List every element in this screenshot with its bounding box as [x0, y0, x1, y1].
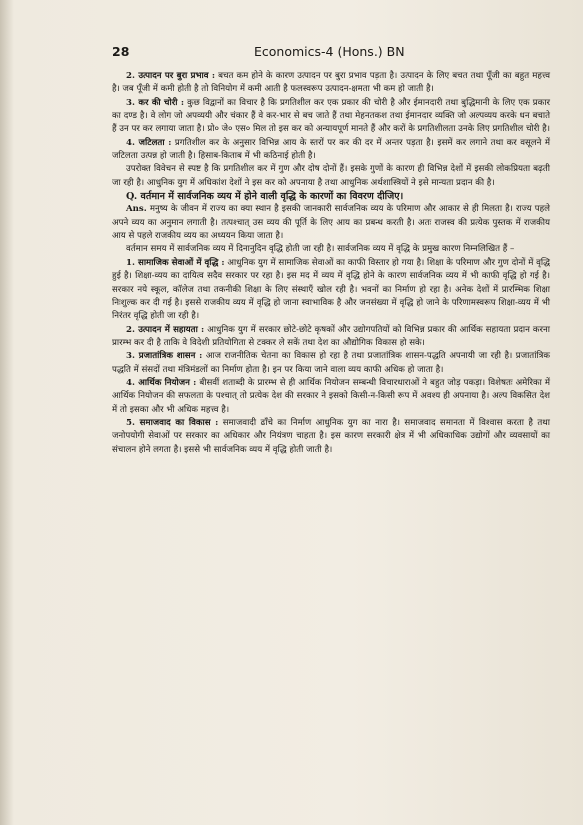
answer-intro [112, 203, 550, 243]
running-title: Economics-4 (Hons.) BN [254, 44, 405, 59]
paragraph-tax-evasion [112, 97, 550, 137]
paragraph-social-services [112, 257, 550, 324]
paragraph-lead: 3. प्रजातांत्रिक शासन : [126, 351, 203, 362]
paragraph-text: समाजवादी ढाँचे का निर्माण आधुनिक युग का नारा है। समाजवाद समानता में विश्वास करता है तथा जनोपयोगी सेवाओं पर सरकार का अधिकार और नियंत्रण चाहता है। इस कारण सरकारी क्षेत्र में भी अधिकाधिक उद्योगों और व्यवसायों का संचालन होने लगता है। इससे भी सार्वजनिक व्यय में वृद्धि होती जाती है। [112, 417, 550, 455]
paragraph-economic-planning [112, 377, 550, 417]
paragraph-text: प्रगतिशील कर के अनुसार विभिन्न आय के स्तरों पर कर की दर में अन्तर पड़ता है। इसमें कर लगाने तथा कर वसूलने में जटिलता उत्पन्न हो जाती है। हिसाब-किताब में भी कठिनाई होती है। [112, 137, 550, 162]
paragraph-lead: 5. समाजवाद का विकास : [126, 417, 219, 428]
page-body [112, 70, 550, 457]
question-heading: Q. वर्तमान में सार्वजनिक व्यय में होने वाली वृद्धि के कारणों का विवरण दीजिए। [126, 191, 404, 203]
paragraph-text: आज राजनीतिक चेतना का विकास हो रहा है तथा प्रजातांत्रिक शासन-पद्धति अपनायी जा रही है। प्रजातांत्रिक पद्धति में संसदों तथा मंत्रिमंडलों का निर्माण होता है। इन पर किया जाने वाला व्यय काफी अधिक हो जाता है। [112, 351, 550, 375]
paragraph-text: वर्तमान समय में सार्वजनिक व्यय में दिनानुदिन वृद्धि होती जा रही है। सार्वजनिक व्यय में वृद्धि के प्रमुख कारण निम्नलिखित हैं – [126, 244, 515, 255]
answer-label: Ans. [126, 204, 147, 215]
paragraph-text: बचत कम होने के कारण उत्पादन पर बुरा प्रभाव पड़ता है। उत्पादन के लिए बचत तथा पूँजी का बहुत महत्त्व है। जब पूँजी में कमी होती है तो विनियोग में कमी आती है फलस्वरूप उत्पादन-क्षमता भी कम हो जाती है। [112, 71, 550, 95]
paragraph-lead: 2. उत्पादन में सहायता : [126, 324, 205, 335]
paragraph-lead: 3. कर की चोरी : [126, 97, 184, 108]
paragraph-causes-intro [112, 243, 550, 256]
paragraph-text: बीसवीं शताब्दी के प्रारम्भ से ही आर्थिक नियोजन सम्बन्धी विचारधाराओं ने बहुत जोड़ पकड़ा। विशेषतः अमेरिका में आर्थिक नियोजन की सफलता के पश्चात् तो प्रत्येक देश की सरकार ने इसको किसी-न-किसी रूप में अवश्य ही अपनाया है। अल्प विकसित देश में तो इसका और भी अधिक महत्त्व है। [112, 377, 550, 415]
paragraph-text: मनुष्य के जीवन में राज्य का क्या स्थान है इसकी जानकारी सार्वजनिक व्यय के परिमाण और आकार से ही मिलता है। राज्य पहले अपने व्यय का अनुमान लगाती है। तत्पश्चात् उस व्यय की पूर्ति के लिए आय का प्रबन्ध करती है। अतः राजस्व की प्रत्येक पुस्तक में राजकीय आय से पहले राजकीय व्यय का अध्ययन किया जाता है। [112, 204, 550, 242]
paragraph-lead: 4. आर्थिक नियोजन : [126, 377, 197, 388]
paragraph-complexity [112, 137, 550, 164]
page-header [112, 44, 543, 66]
paragraph-production-support [112, 324, 550, 351]
paragraph-lead: 2. उत्पादन पर बुरा प्रभाव : [126, 71, 216, 81]
paragraph-democratic-rule [112, 350, 550, 377]
page-number: 28 [112, 44, 130, 59]
paragraph-text: आधुनिक युग में सरकार छोटे-छोटे कृषकों और उद्योगपतियों को विभिन्न प्रकार की आर्थिक सहायता प्रदान करना प्रारम्भ कर दी है ताकि वे विदेशी प्रतियोगिता से टक्कर ले सकें तथा देश का औद्योगिक विकास हो सके। [112, 324, 550, 348]
paragraph-text: उपरोक्त विवेचन से स्पष्ट है कि प्रगतिशील कर में गुण और दोष दोनों हैं। इसके गुणों के कारण ही विभिन्न देशों में इसकी लोकप्रियता बढ़ती जा रही है। आधुनिक युग में अधिकांश देशों ने इस कर को अपनाया है तथा आधुनिक अर्थशास्त्रियों ने इसे मान्यता प्रदान की है। [112, 164, 550, 188]
paragraph-production-effect [112, 70, 550, 97]
paragraph-socialism [112, 417, 550, 457]
paragraph-text: कुछ विद्वानों का विचार है कि प्रगतिशील कर एक प्रकार की चोरी है और ईमानदारी तथा बुद्धिमानी के लिए एक प्रकार का दण्ड है। वे लोग जो अपव्ययी और चंकार हैं वे कर-भार से बच जाते हैं तथा मेहनतकश तथा ईमानदार व्यक्ति जो अल्पव्यय करके धन बचाते हैं उन पर कर लगाया जाता है। प्रो० जे० एस० मिल तो इस कर को अन्यायपूर्ण मानते हैं और करों के प्रगतिशीलता उनके लिए प्रगतिशील चोरी है। [112, 97, 550, 135]
paragraph-lead: 4. जटिलता : [126, 137, 172, 148]
paragraph-text: आधुनिक युग में सामाजिक सेवाओं का काफी विस्तार हो गया है। शिक्षा के परिमाण और गुण दोनों में वृद्धि हुई है। शिक्षा-व्यय का दायित्व सदैव सरकार पर रहा है। इस मद में व्यय में वृद्धि होने के कारण सार्वजनिक व्यय में भी काफी वृद्धि हो गई है। सरकार नये स्कूल, कॉलेज तथा तकनीकी शिक्षा के लिए संस्थाएँ खोल रही है। भवनों का निर्माण हो रहा है। अनेक देशों में प्रारम्भिक शिक्षा निःशुल्क कर दी गई है। इससे राजकीय व्यय में वृद्धि हो जाना स्वाभाविक है और जनसंख्या में वृद्धि हो जाने के परिणामस्वरूप शिक्षा-व्यय में भी निरंतर वृद्धि होती जा रही है। [112, 257, 550, 322]
paragraph-conclusion [112, 163, 550, 190]
paragraph-lead: 1. सामाजिक सेवाओं में वृद्धि : [126, 257, 225, 268]
